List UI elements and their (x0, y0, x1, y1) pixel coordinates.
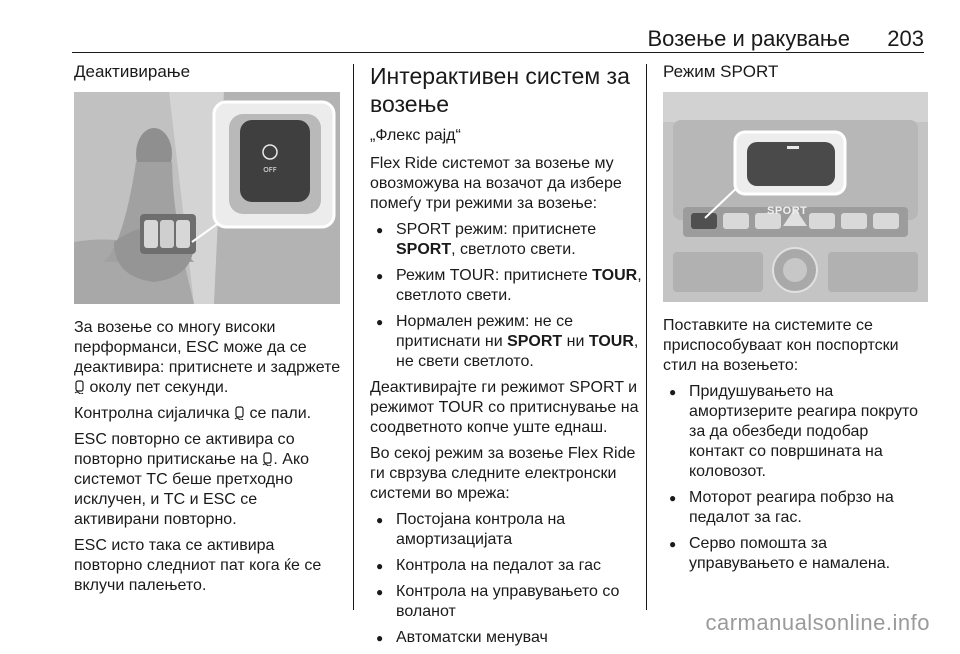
text-fragment: ни (562, 333, 589, 350)
list-item: ● Серво помошта за управувањето е намалена. (663, 534, 928, 574)
column-divider-2 (646, 64, 647, 610)
paragraph-intro: Flex Ride системот за возење му овозможува на возачот да избере помеѓу три режими за возење: (370, 155, 622, 212)
esc-off-button-photo (74, 92, 340, 304)
text-fragment: ESC повторно се активира со повторно притискање на (74, 431, 295, 468)
paragraph-sport-intro: Поставките на системите се приспособуваат кон поспортски стил на возењето: (663, 317, 899, 374)
systems-list (370, 510, 642, 648)
section-heading-sport: Режим SPORT (663, 62, 779, 81)
sport-button-photo (663, 92, 928, 302)
mode-list (370, 220, 642, 372)
sport-label: SPORT (396, 241, 452, 258)
text-fragment: Контролна сијаличка (74, 405, 235, 422)
paragraph-networked-systems: Во секој режим за возење Flex Ride ги сврзува следните електронски системи во мрежа: (370, 445, 636, 502)
paragraph-ignition: ESC исто така се активира повторно следниот пат кога ќе се вклучи палењето. (74, 537, 322, 594)
subheading-flexride: „Флекс рајд“ (370, 127, 461, 144)
text-fragment: , не свети светлото. (396, 333, 639, 370)
watermark: carmanualsonline.info (705, 610, 930, 635)
text-fragment: , светлото свети. (451, 241, 576, 258)
page-number: 203 (887, 26, 924, 51)
svg-text:OFF: OFF (263, 166, 277, 174)
text-fragment: SPORT режим: притиснете (396, 221, 597, 238)
tour-label: TOUR (588, 333, 634, 350)
column-sport-mode (663, 62, 928, 580)
paragraph-reactivate-esc (74, 430, 344, 530)
tour-label: TOUR (592, 267, 638, 284)
column-divider-1 (353, 64, 354, 610)
list-item: ● Автоматски менувач (370, 628, 642, 648)
list-item: ● Контрола на педалот за гас (370, 556, 642, 576)
text-fragment: Режим TOUR: притиснете (396, 267, 593, 284)
sport-effects-list (663, 382, 928, 574)
list-item: ● Контрола на управувањето со воланот (370, 582, 642, 622)
section-heading-interactive: Интерактивен систем за возење (370, 63, 630, 117)
text-fragment: Нормален режим: не се притиснати ни (396, 313, 573, 350)
text-fragment: околу пет секунди. (85, 379, 229, 396)
text-fragment: се пали. (245, 405, 312, 422)
text-fragment: За возење со многу високи перформанси, ESC може да се деактивира: притиснете и задржете (74, 319, 341, 376)
column-deactivation (74, 62, 344, 602)
esc-off-icon (262, 452, 273, 466)
text-fragment: , светлото свети. (396, 267, 642, 304)
chapter-title: Возење и ракување (647, 26, 850, 51)
column-flexride (370, 62, 642, 654)
paragraph-deactivate-esc (74, 318, 344, 398)
list-item (370, 220, 642, 260)
page-header (0, 18, 960, 52)
sport-label: SPORT (507, 333, 563, 350)
list-item: ● Моторот реагира побрзо на педалот за гас. (663, 488, 928, 528)
paragraph-deactivate-modes: Деактивирајте ги режимот SPORT и режимот TOUR со притиснување на соодветното копче уште еднаш. (370, 379, 639, 436)
esc-off-icon (74, 380, 85, 394)
list-item (370, 266, 642, 306)
sport-button-label: SPORT (767, 205, 808, 217)
list-item (370, 312, 642, 372)
paragraph-indicator (74, 404, 344, 424)
esc-off-indicator-icon (234, 406, 245, 420)
list-item: ● Постојана контрола на амортизацијата (370, 510, 642, 550)
section-heading-deactivation: Деактивирање (74, 62, 191, 81)
header-divider (72, 52, 924, 53)
text-fragment: . Ако системот TC беше претходно исклучен, и TC и ESC се активирани повторно. (74, 451, 310, 528)
list-item: ● Придушувањето на амортизерите реагира покруто за да обезбеди подобар контакт со површината на коловозот. (663, 382, 928, 482)
